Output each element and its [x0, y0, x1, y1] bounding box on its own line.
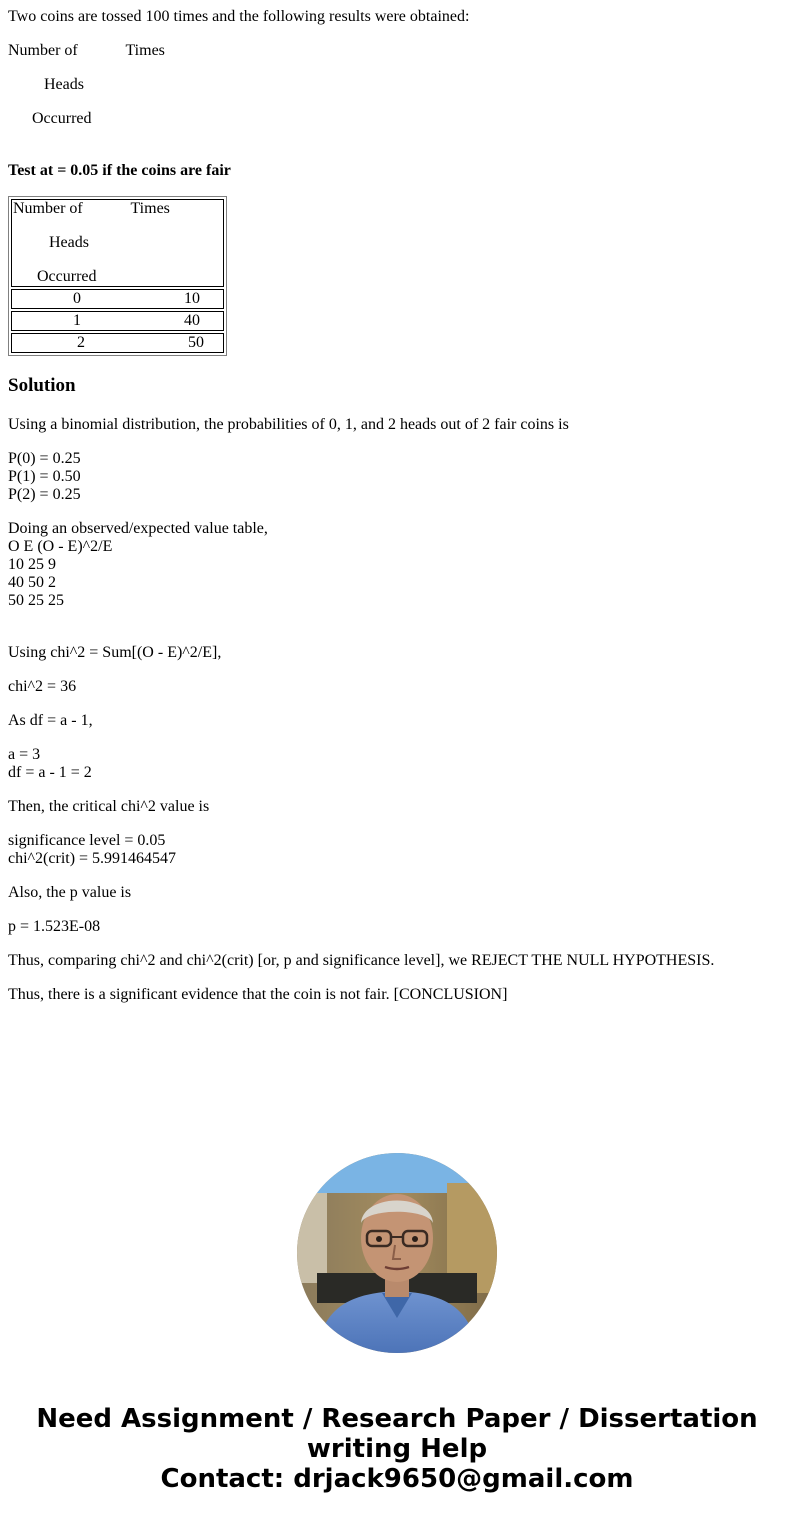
probability-line: P(0) = 0.25: [8, 450, 81, 467]
table-row: [11, 333, 224, 353]
test-statement: Test at = 0.05 if the coins are fair: [8, 162, 231, 179]
table-header-line-1: Number of Times: [13, 200, 170, 217]
df-value: df = a - 1 = 2: [8, 764, 92, 781]
probability-line: P(2) = 0.25: [8, 486, 81, 503]
binomial-intro: Using a binomial distribution, the probabilities of 0, 1, and 2 heads out of 2 fair coins is: [8, 416, 569, 433]
oe-line: 40 50 2: [8, 574, 56, 591]
table-header-line-2: Heads: [13, 234, 89, 251]
footer-promo: [0, 1404, 794, 1494]
p-intro: Also, the p value is: [8, 884, 132, 901]
p-value: p = 1.523E-08: [8, 918, 101, 935]
question-header-line-1: Number of Times: [8, 42, 165, 59]
times-value: 10: [184, 290, 200, 307]
document-body: [8, 8, 786, 1020]
significance-level: significance level = 0.05: [8, 832, 166, 849]
df-intro: As df = a - 1,: [8, 712, 93, 729]
conclusion-statement: Thus, there is a significant evidence that the coin is not fair. [CONCLUSION]: [8, 986, 508, 1003]
df-block: [8, 746, 786, 782]
table-header-row: [11, 199, 224, 287]
oe-line: 50 25 25: [8, 592, 64, 609]
table-header-cell: [11, 199, 224, 287]
critical-block: [8, 832, 786, 868]
chi-value: chi^2 = 36: [8, 678, 77, 695]
frequency-table: [8, 196, 227, 356]
footer-line-2: writing Help: [306, 1434, 488, 1464]
oe-line: 10 25 9: [8, 556, 56, 573]
table-row: [11, 289, 224, 309]
table-cell: [11, 311, 224, 331]
oe-intro: Doing an observed/expected value table,: [8, 520, 268, 537]
chi-formula: Using chi^2 = Sum[(O - E)^2/E],: [8, 644, 222, 661]
question-header-block: [8, 42, 786, 128]
table-row: [11, 311, 224, 331]
times-value: 40: [184, 312, 200, 329]
observed-expected-block: [8, 520, 786, 610]
heads-value: 0: [73, 290, 81, 307]
author-photo-icon: [297, 1153, 497, 1353]
heads-value: 1: [73, 312, 81, 329]
comparison-statement: Thus, comparing chi^2 and chi^2(crit) [or, p and significance level], we REJECT THE NULL HYPOTHESIS.: [8, 952, 715, 969]
times-value: 50: [188, 334, 204, 351]
a-value: a = 3: [8, 746, 41, 763]
author-avatar: [297, 1153, 497, 1353]
question-intro: Two coins are tossed 100 times and the following results were obtained:: [8, 8, 470, 25]
footer-line-1: Need Assignment / Research Paper / Dissertation: [36, 1404, 758, 1434]
table-cell: [11, 333, 224, 353]
question-header-line-2: Heads: [8, 76, 84, 93]
table-cell: [11, 289, 224, 309]
critical-intro: Then, the critical chi^2 value is: [8, 798, 210, 815]
heads-value: 2: [77, 334, 85, 351]
footer-contact: Contact: drjack9650@gmail.com: [160, 1464, 634, 1494]
chi-crit-value: chi^2(crit) = 5.991464547: [8, 850, 177, 867]
probability-line: P(1) = 0.50: [8, 468, 81, 485]
probabilities-block: [8, 450, 786, 504]
table-header-line-3: Occurred: [13, 268, 97, 285]
question-header-line-3: Occurred: [8, 110, 92, 127]
solution-heading: Solution: [8, 375, 76, 396]
oe-line: O E (O - E)^2/E: [8, 538, 113, 555]
